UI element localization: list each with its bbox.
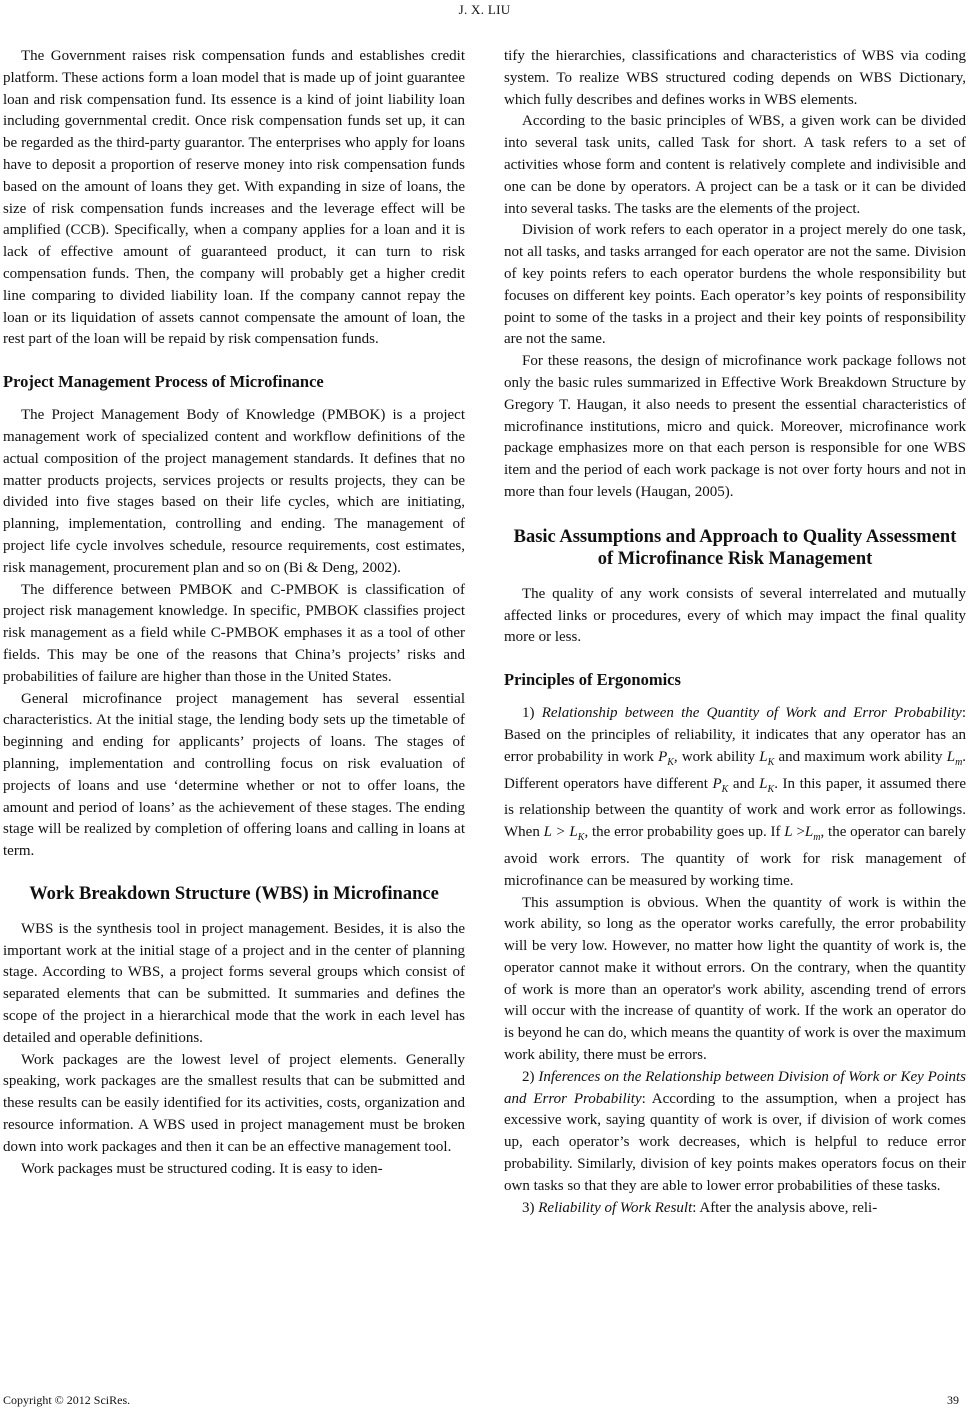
paragraph: Work packages are the lowest level of project elements. Generally speaking, work packages are the smallest results that can be submitted and these results can be easily identified for its activities, costs, organization and resource information. A WBS used in project management must be broken down into work packages and then it can be an effective management tool. (3, 1051, 465, 1155)
paragraph: Division of work refers to each operator in a project merely do one task, not all tasks, and tasks arranged for each operator are not the same. Division of key points refers to each operator burdens the whole responsibility but focuses on different key points. Each operator’s key points of responsibility point to some of the tasks in a project and their key points of responsibility are not the same. (504, 222, 966, 348)
paragraph: WBS is the synthesis tool in project management. Besides, it is also the important work at the initial stage of a project and in the center of planning stage. According to WBS, a project forms several groups which consist of separated elements that can be submitted. It summaries and defines the scope of the project in a hierarchical mode that the work in each level has detailed and operable definitions. (3, 920, 465, 1046)
right-column (504, 46, 966, 1219)
section-heading-basic-assumptions: Basic Assumptions and Approach to Quality Assessment of Microfinance Risk Management (513, 526, 957, 569)
symbol-p-k: $P_K$ (658, 748, 674, 768)
paragraph: The difference between PMBOK and C-PMBOK is classification of project risk management knowledge. In specific, PMBOK classifies project risk management as a field while C-PMBOK emphases it as a tool of other fields. This may be one of the reasons that China’s projects’ risks and probabilities of failure are higher than those in the United States. (3, 581, 465, 685)
paragraph: The Government raises risk compensation funds and establishes credit platform. These actions form a loan model that is made up of joint guarantee loan and risk compensation fund. Its essence is a kind of joint liability loan including governmental credit. Once risk compensation funds set up, it can be regarded as the third-party guarantor. The enterprises who apply for loans have to deposit a proportion of reserve money into risk compensation funds based on the amount of loans they get. With expanding in size of loans, the size of risk compensation funds increases and the leverage effect will be amplified (CCB). Specifically, when a company applies for a loan and it is lack of effective amount of guaranteed product, it can turn to risk compensation funds. Then, the company will probably get a higher credit line comparing to divided liability loan. If the company cannot repay the loan or its liquidation of assets cannot compensate the amount of loan, the rest part of the loan will be repaid by risk compensation funds. (3, 48, 465, 348)
item-title: Reliability of Work Result (538, 1199, 693, 1216)
paragraph: The quality of any work consists of several interrelated and mutually affected links or procedures, every of which may impact the final quality more or less. (504, 585, 966, 646)
symbol-l-k: $L_K$ (569, 824, 585, 844)
paragraph: Work packages must be structured coding. It is easy to iden- (21, 1160, 383, 1177)
numbered-item-1: 1) Relationship between the Quantity of Work and Error Probability: Based on the principles of reliability, it indicates that any operator has an error probability in work $P_K$, work ability $L_K$ and maximum work ability $L_m$. Different operators have different $P_K$ and $L_K$. In this paper, it assumed there is relationship between the quantity of work and work error as followings. When $L > L_K$, the error probability goes up. If $L >L_m$, the operator can barely avoid work errors. The quantity of work for risk management of microfinance can be measured by working time. (504, 705, 967, 889)
numbered-item-3: 3) Reliability of Work Result: After the analysis above, reli- (522, 1199, 878, 1216)
left-column (3, 46, 465, 1180)
page-number: 39 (947, 1393, 959, 1407)
running-header: J. X. LIU (458, 2, 511, 17)
item-title: Inferences on the Relationship between Division of Work or Key Points and Error Probability (504, 1068, 966, 1107)
item-title: Relationship between the Quantity of Work and Error Probability (541, 705, 962, 722)
numbered-item-2: 2) Inferences on the Relationship between Division of Work or Key Points and Error Probability: According to the assumption, when a project has excessive work, saying quantity of work is over, if division of work comes up, each operator’s work decreases, which is helpful to reduce error probability. Similarly, division of key points makes operators focus on their own tasks so that they are able to lower error probabilities of these tasks. (504, 1068, 966, 1194)
symbol-l-k: $L_K$ (759, 775, 775, 795)
symbol-p-k: $P_K$ (712, 775, 729, 795)
symbol-l-k: $L_K$ (759, 748, 775, 768)
section-heading-ergonomics: Principles of Ergonomics (504, 670, 681, 690)
section-heading-project-management: Project Management Process of Microfinance (3, 372, 324, 392)
paragraph: The Project Management Body of Knowledge (PMBOK) is a project management work of specialized content and workflow definitions of the actual composition of the project management standards. It defines that no matter products projects, services projects or results projects, they can be divided into five stages based on their life cycles, which are initiating, planning, implementation, controlling and ending. The management of project life cycle involves schedule, resource requirements, cost estimates, risk management, procurement plan and so on (Bi & Deng, 2002). (3, 407, 465, 576)
paragraph: tify the hierarchies, classifications and characteristics of WBS via coding system. To realize WBS structured coding depends on WBS Dictionary, which fully describes and defines works in WBS elements. (504, 48, 966, 108)
copyright-footer: Copyright © 2012 SciRes. (3, 1393, 131, 1407)
paragraph: This assumption is obvious. When the quantity of work is within the work ability, so long as the operator works carefully, the error probability will be very low. However, no matter how light the quantity of work is, the operator cannot make it without errors. On the contrary, when the quantity of work is more than an operator's work ability, ascending trend of errors will occur with the increase of quantity of work. If the work an operator do is beyond he can do, which means the quantity of work is over the maximum work ability, there must be errors. (504, 894, 966, 1064)
paragraph: According to the basic principles of WBS, a given work can be divided into several task units, called Task for short. A task refers to a set of activities whose form and content is relatively complete and indivisible and one can be done by operators. A project can be a task or it can be divided into several tasks. The tasks are the elements of the project. (504, 113, 966, 217)
paragraph: For these reasons, the design of microfinance work package follows not only the basic rules summarized in Effective Work Breakdown Structure by Gregory T. Haugan, it also needs to present the essential characteristics of microfinance institutions, micro and quick. Moreover, microfinance work package emphasizes more on that each person is responsible for one WBS item and the period of each work package is not over forty hours and not in more than four levels (Haugan, 2005). (504, 353, 966, 500)
symbol-l-m: $L_m$ (804, 824, 821, 844)
symbol-l-m: $L_m$ (946, 748, 963, 768)
paragraph: General microfinance project management has several essential characteristics. At the initial stage, the lending body sets up the timetable of beginning and ending for applicants’ projects of loans. The stages of planning, implementation and controlling focus on risk evaluation of projects of loans and use ‘determine whether or not to offer loans, the amount and period of loans’ as the achievement of these stages. The ending stage will be realized by completion of offering loans and calling in loans at term. (3, 690, 465, 860)
section-heading-wbs: Work Breakdown Structure (WBS) in Microfinance (29, 883, 439, 904)
